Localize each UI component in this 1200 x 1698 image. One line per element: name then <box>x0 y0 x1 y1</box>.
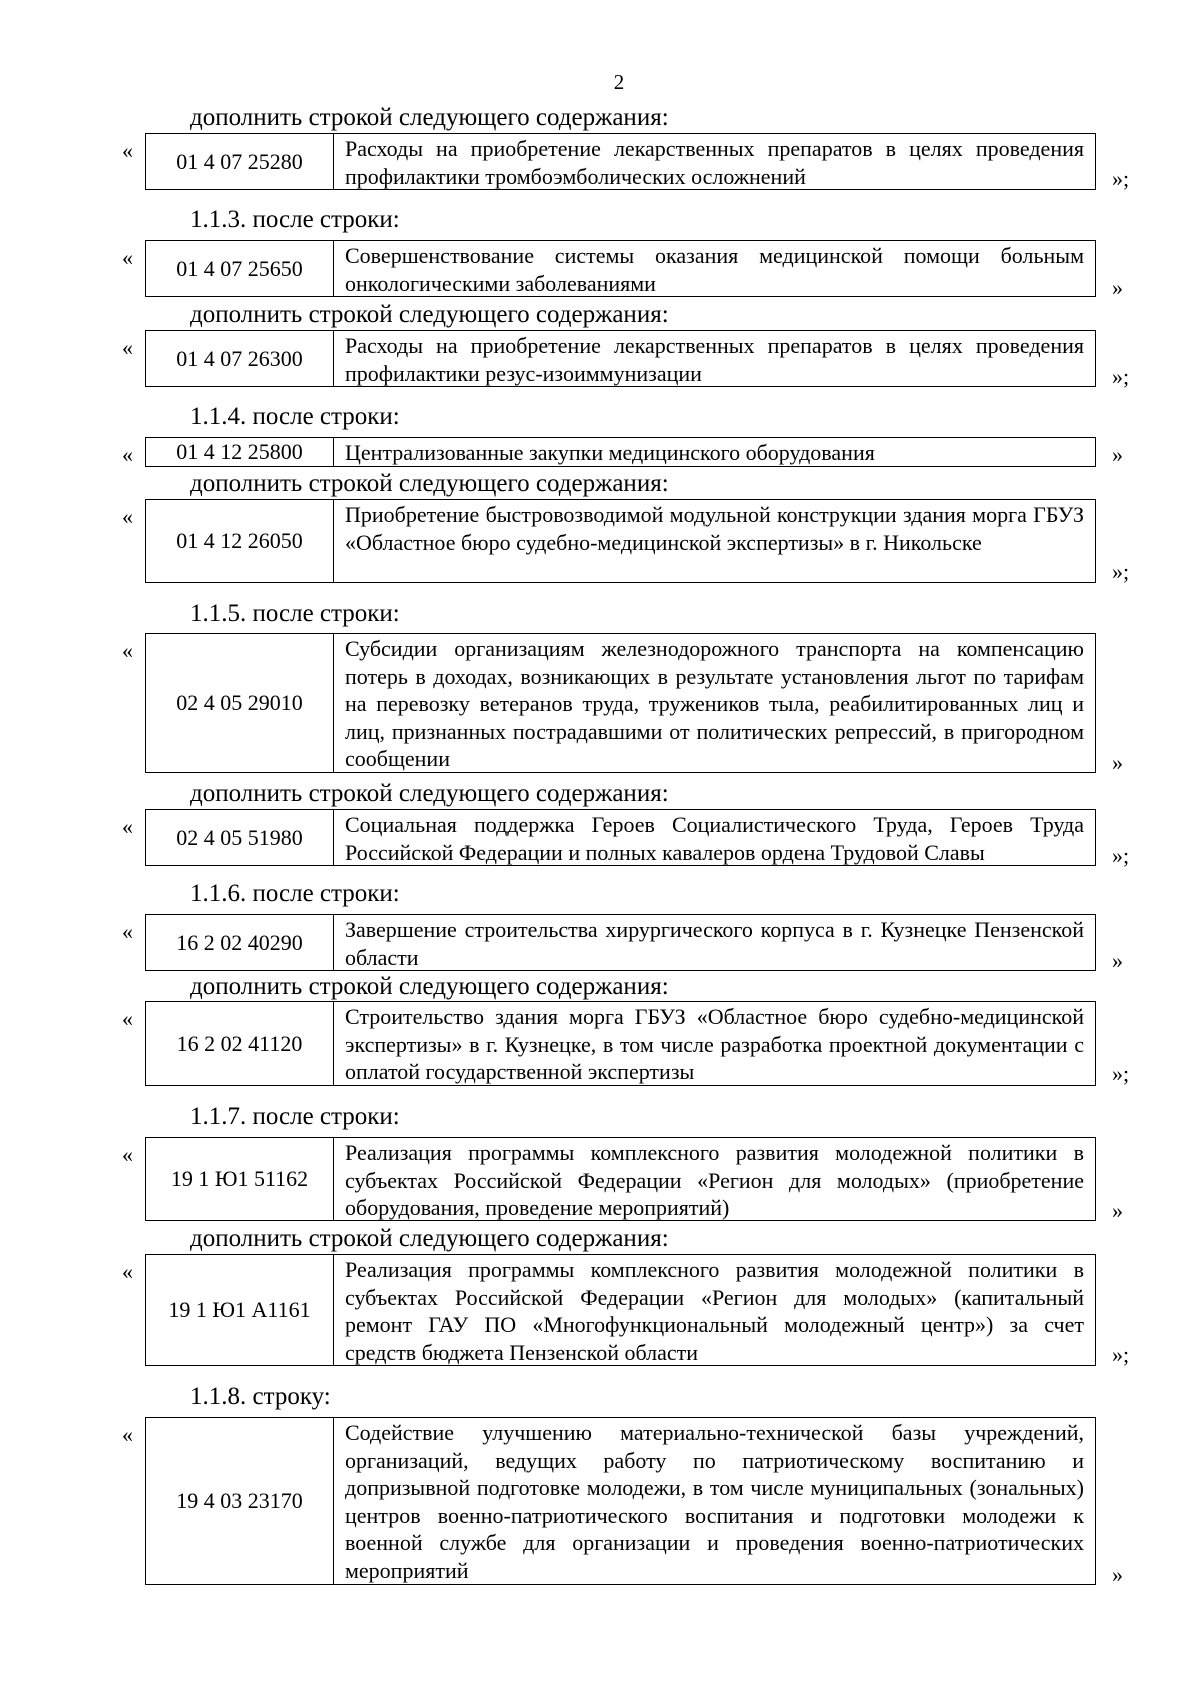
open-quote: « <box>122 919 133 944</box>
row-code: 16 2 02 41120 <box>146 1002 334 1085</box>
row-code: 02 4 05 29010 <box>146 634 334 772</box>
close-quote: »; <box>1112 1342 1130 1367</box>
open-quote: « <box>122 138 133 163</box>
row-code: 01 4 07 26300 <box>146 331 334 386</box>
row-description: Строительство здания морга ГБУЗ «Областное бюро судебно-медицинской экспертизы» в г. Кузнецке, в том числе разработка проектной документации с оплатой государственной экспертизы <box>345 1004 1084 1084</box>
close-quote: » <box>1112 948 1123 973</box>
heading: 1.1.7. после строки: <box>190 1103 400 1130</box>
row-description: Реализация программы комплексного развития молодежной политики в субъектах Российской Федерации «Регион для молодых» (капитальный ремонт ГАУ ПО «Многофункциональный молодежный центр») за счет средств бюджета Пензенской области <box>345 1257 1084 1365</box>
row-description: Совершенствование системы оказания медицинской помощи больным онкологическими заболеваниями <box>345 243 1084 296</box>
code-row <box>145 1254 1096 1366</box>
heading: 1.1.6. после строки: <box>190 880 400 907</box>
row-description: Расходы на приобретение лекарственных препаратов в целях проведения профилактики тромбоэмболических осложнений <box>345 136 1084 189</box>
close-quote: »; <box>1112 1061 1130 1086</box>
row-description: Приобретение быстровозводимой модульной конструкции здания морга ГБУЗ «Областное бюро судебно-медицинской экспертизы» в г. Никольске <box>345 502 1084 555</box>
row-description: Завершение строительства хирургического корпуса в г. Кузнецке Пензенской области <box>345 917 1084 970</box>
row-code: 19 1 Ю1 51162 <box>146 1138 334 1220</box>
code-row <box>145 499 1096 583</box>
code-row <box>145 1417 1096 1585</box>
heading: дополнить строкой следующего содержания: <box>190 1225 669 1252</box>
close-quote: » <box>1112 750 1123 775</box>
heading: дополнить строкой следующего содержания: <box>190 470 669 497</box>
heading: дополнить строкой следующего содержания: <box>190 973 669 1000</box>
open-quote: « <box>122 814 133 839</box>
open-quote: « <box>122 1259 133 1284</box>
row-description: Субсидии организациям железнодорожного транспорта на компенсацию потерь в доходах, возникающих в результате установления льгот по тарифам на перевозку ветеранов труда, тружеников тыла, реабилитированных лиц и лиц, признанных пострадавшими от политических репрессий, в пригородном сообщении <box>345 636 1084 771</box>
close-quote: » <box>1112 442 1123 467</box>
row-code: 19 1 Ю1 А1161 <box>146 1255 334 1365</box>
open-quote: « <box>122 1142 133 1167</box>
heading: 1.1.4. после строки: <box>190 403 400 430</box>
code-row <box>145 133 1096 190</box>
heading: дополнить строкой следующего содержания: <box>190 301 669 328</box>
code-row <box>145 330 1096 387</box>
code-row <box>145 809 1096 866</box>
row-code: 19 4 03 23170 <box>146 1418 334 1584</box>
code-row <box>145 437 1096 467</box>
open-quote: « <box>122 1006 133 1031</box>
heading: 1.1.5. после строки: <box>190 600 400 627</box>
open-quote: « <box>122 442 133 467</box>
close-quote: » <box>1112 1562 1123 1587</box>
code-row <box>145 633 1096 773</box>
code-row <box>145 1137 1096 1221</box>
row-code: 01 4 12 26050 <box>146 500 334 582</box>
close-quote: »; <box>1112 166 1130 191</box>
heading: дополнить строкой следующего содержания: <box>190 780 669 807</box>
row-code: 02 4 05 51980 <box>146 810 334 865</box>
page-number: 2 <box>613 70 625 94</box>
row-description: Социальная поддержка Героев Социалистического Труда, Героев Труда Российской Федерации и полных кавалеров ордена Трудовой Славы <box>345 812 1084 865</box>
open-quote: « <box>122 1422 133 1447</box>
close-quote: »; <box>1112 364 1130 389</box>
row-code: 16 2 02 40290 <box>146 915 334 970</box>
code-row <box>145 240 1096 297</box>
open-quote: « <box>122 638 133 663</box>
heading: 1.1.8. строку: <box>190 1383 331 1410</box>
open-quote: « <box>122 245 133 270</box>
code-row <box>145 1001 1096 1086</box>
row-description: Реализация программы комплексного развития молодежной политики в субъектах Российской Федерации «Регион для молодых» (приобретение оборудования, проведение мероприятий) <box>345 1140 1084 1220</box>
heading: 1.1.3. после строки: <box>190 206 400 233</box>
row-description: Расходы на приобретение лекарственных препаратов в целях проведения профилактики резус-изоиммунизации <box>345 333 1084 386</box>
row-code: 01 4 07 25280 <box>146 134 334 189</box>
code-row <box>145 914 1096 971</box>
heading: дополнить строкой следующего содержания: <box>190 104 669 131</box>
row-code: 01 4 12 25800 <box>146 438 334 466</box>
row-code: 01 4 07 25650 <box>146 241 334 296</box>
open-quote: « <box>122 335 133 360</box>
close-quote: » <box>1112 275 1123 300</box>
close-quote: »; <box>1112 559 1130 584</box>
close-quote: » <box>1112 1198 1123 1223</box>
row-description: Содействие улучшению материально-технической базы учреждений, организаций, ведущих работу по патриотическому воспитанию и допризывной подготовке молодежи, в том числе муниципальных (зональных) центров военно-патриотического воспитания и подготовки молодежи к военной службе для организации и проведения военно-патриотических мероприятий <box>345 1420 1084 1583</box>
close-quote: »; <box>1112 843 1130 868</box>
row-description: Централизованные закупки медицинского оборудования <box>345 440 875 465</box>
open-quote: « <box>122 504 133 529</box>
